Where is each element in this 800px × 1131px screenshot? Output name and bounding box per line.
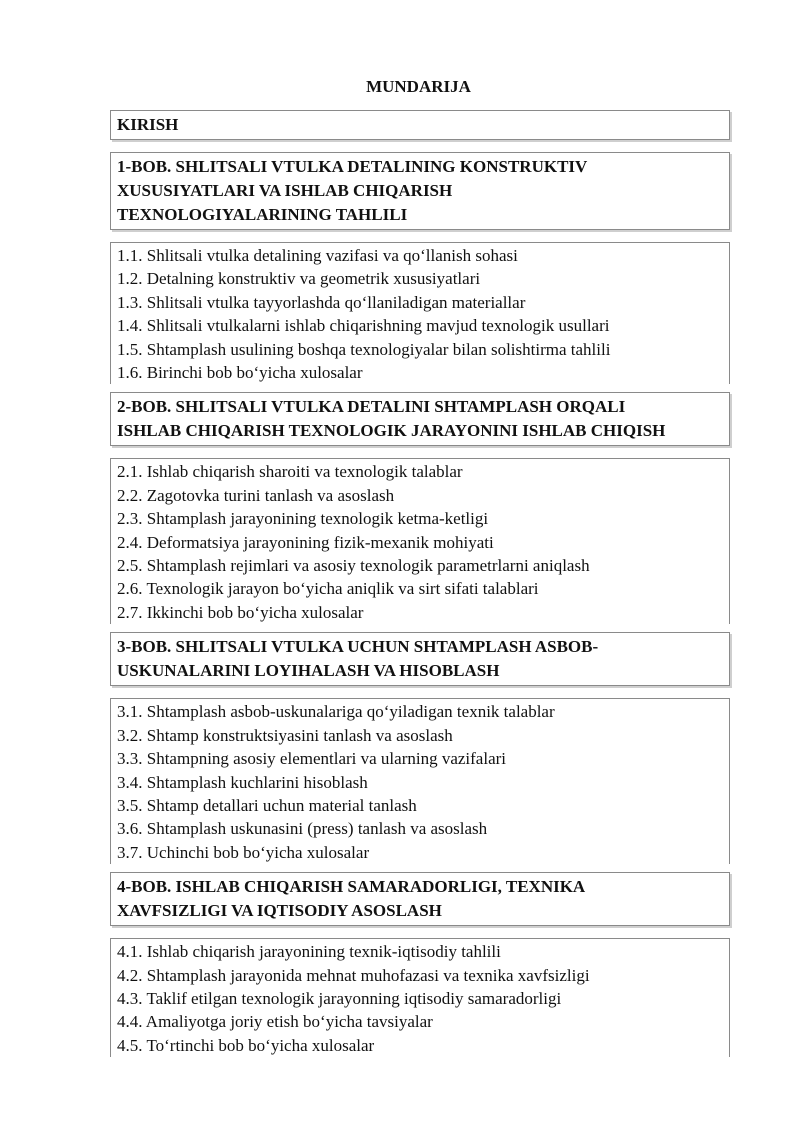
chapters-list <box>110 152 730 1057</box>
section-item: 4.2. Shtamplash jarayonida mehnat muhofazasi va texnika xavfsizligi <box>117 965 590 985</box>
section-item: 1.6. Birinchi bob bo‘yicha xulosalar <box>117 363 363 383</box>
section-item: 2.4. Deformatsiya jarayonining fizik-mexanik mohiyati <box>117 532 494 552</box>
section-item: 1.2. Detalning konstruktiv va geometrik xususiyatlari <box>117 269 481 289</box>
section-item: 1.5. Shtamplash usulining boshqa texnologiyalar bilan solishtirma tahlili <box>117 339 611 359</box>
chapter-heading-line: 3-BOB. SHLITSALI VTULKA UCHUN SHTAMPLASH ASBOB- <box>117 637 599 657</box>
section-item: 3.7. Uchinchi bob bo‘yicha xulosalar <box>117 842 370 862</box>
section-item: 4.3. Taklif etilgan texnologik jarayonning iqtisodiy samaradorligi <box>117 988 562 1008</box>
chapter-heading <box>110 392 730 446</box>
section-item: 4.5. To‘rtinchi bob bo‘yicha xulosalar <box>117 1035 375 1055</box>
chapter-heading-line: XAVFSIZLIGI VA IQTISODIY ASOSLASH <box>117 901 442 921</box>
page-title: MUNDARIJA <box>366 77 471 96</box>
section-list <box>110 938 730 1057</box>
section-item: 3.1. Shtamplash asbob-uskunalariga qo‘yiladigan texnik talablar <box>117 702 555 722</box>
section-item: 3.4. Shtamplash kuchlarini hisoblash <box>117 772 368 792</box>
section-list <box>110 242 730 384</box>
chapter-heading <box>110 872 730 926</box>
section-item: 1.3. Shlitsali vtulka tayyorlashda qo‘llaniladigan materiallar <box>117 292 526 312</box>
section-list <box>110 458 730 624</box>
section-item: 4.1. Ishlab chiqarish jarayonining texnik-iqtisodiy tahlili <box>117 942 501 962</box>
chapter-heading-line: USKUNALARINI LOYIHALASH VA HISOBLASH <box>117 661 500 681</box>
chapter-heading <box>110 632 730 686</box>
table-of-contents <box>110 110 730 1065</box>
chapter-heading-line: TEXNOLOGIYALARINING TAHLILI <box>117 205 408 224</box>
section-item: 1.1. Shlitsali vtulka detalining vazifasi va qo‘llanish sohasi <box>117 246 518 265</box>
chapter-heading-line: XUSUSIYATLARI VA ISHLAB CHIQARISH <box>117 181 453 200</box>
chapter-heading-line: 2-BOB. SHLITSALI VTULKA DETALINI SHTAMPLASH ORQALI <box>117 397 626 417</box>
section-item: 3.5. Shtamp detallari uchun material tanlash <box>117 795 417 815</box>
chapter-heading-line: 1-BOB. SHLITSALI VTULKA DETALINING KONSTRUKTIV <box>117 157 588 176</box>
section-item: 2.3. Shtamplash jarayonining texnologik ketma-ketligi <box>117 509 489 529</box>
section-list <box>110 698 730 864</box>
chapter-heading-line: 4-BOB. ISHLAB CHIQARISH SAMARADORLIGI, TEXNIKA <box>117 877 586 897</box>
section-item: 2.6. Texnologik jarayon bo‘yicha aniqlik va sirt sifati talablari <box>117 579 539 599</box>
section-item: 2.7. Ikkinchi bob bo‘yicha xulosalar <box>117 602 364 622</box>
chapter-heading <box>110 152 730 230</box>
section-item: 4.4. Amaliyotga joriy etish bo‘yicha tavsiyalar <box>117 1012 433 1032</box>
section-item: 1.4. Shlitsali vtulkalarni ishlab chiqarishning mavjud texnologik usullari <box>117 316 610 336</box>
section-item: 2.2. Zagotovka turini tanlash va asoslash <box>117 485 395 505</box>
intro-heading: KIRISH <box>110 110 730 140</box>
section-item: 3.2. Shtamp konstruktsiyasini tanlash va asoslash <box>117 725 453 745</box>
chapter-heading-line: ISHLAB CHIQARISH TEXNOLOGIK JARAYONINI ISHLAB CHIQISH <box>117 421 666 441</box>
section-item: 3.3. Shtampning asosiy elementlari va ularning vazifalari <box>117 749 506 769</box>
section-item: 2.5. Shtamplash rejimlari va asosiy texnologik parametrlarni aniqlash <box>117 556 590 576</box>
section-item: 2.1. Ishlab chiqarish sharoiti va texnologik talablar <box>117 462 463 482</box>
section-item: 3.6. Shtamplash uskunasini (press) tanlash va asoslash <box>117 819 488 839</box>
